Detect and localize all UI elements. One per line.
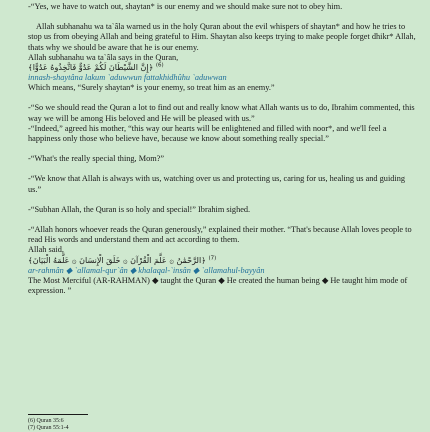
verse-2-number: (7)	[208, 255, 217, 261]
paragraph-8: -“Allah honors whoever reads the Quran generously,” explained their mother. “That's because Allah loves people to read His words and understand them and act according to them.	[28, 225, 412, 245]
footnotes	[28, 414, 88, 432]
verse-1-arabic	[28, 63, 420, 73]
verse-2-text: ﴿الرَّحْمَٰنُ ۞ عَلَّمَ الْقُرْآنَ ۞ خَلَقَ الْإِنسَانَ ۞ عَلَّمَهُ الْبَيَانَ﴾	[28, 255, 206, 265]
paragraph-2: Allah subhanahu wa ta`âla warned us in the holy Quran about the evil whispers of shaytan* and how he tries to stop us from obeying Allah and being grateful to Him. Shaytan also keeps trying to make people forget dhikr* Allah, thats why we should be aware that he is our enemy.	[28, 22, 416, 52]
verse-2-meaning: The Most Merciful (AR-RAHMAN) ◆ taught the Quran ◆ He created the human being ◆ He taught him mode of expression. ”	[28, 275, 408, 296]
paragraph-7: -“Subhan Allah, the Quran is so holy and special!” Ibrahim sighed.	[28, 204, 251, 214]
paragraph-6: -“We know that Allah is always with us, watching over us and protecting us, caring for us, healing us and guiding us.”	[28, 174, 405, 194]
verse-1-number: (6)	[155, 62, 164, 69]
footnote-divider	[28, 414, 88, 415]
footnote-1: (6) Quran 35:6	[28, 418, 64, 424]
paragraph-4: -“Indeed,” agreed his mother, “this way our hearts will be enlightened and filled with noor*, and we'll feel a happiness only those who believe have, because we know about something really special.”	[28, 123, 387, 144]
verse-1-transliteration: innash-shaytâna lakum `aduwwun fattakhidhûhu `aduwwan	[28, 73, 227, 83]
verse-2-transliteration: ar-rahmân ◆ `allamal-qur`ân ◆ khalaqal-`insân ◆ `allamahul-bayyân	[28, 265, 265, 275]
paragraph-5: -“What's the really special thing, Mom?”	[28, 154, 165, 164]
paragraph-1: -“Yes, we have to watch out, shaytan* is our enemy and we should make sure not to obey him.	[28, 2, 343, 11]
verse-2-arabic	[28, 256, 420, 266]
paragraph-2b: Allah subhanahu wa ta`âla says in the Quran,	[28, 52, 179, 62]
verse-1-text: ﴿إِنَّ الشَّيْطَانَ لَكُمْ عَدُوٌّ فَاتَّخِذُوهُ عَدُوًّا﴾	[28, 63, 154, 73]
footnote-2: (7) Quran 55:1-4	[28, 425, 69, 431]
paragraph-8b: Allah said,	[28, 245, 64, 255]
verse-1-meaning: Which means, “Surely shaytan* is your enemy, so treat him as an enemy.”	[28, 83, 275, 93]
paragraph-3: -“So we should read the Quran a lot to find out and really know what Allah wants us to do, Ibrahim commented, this way we will be among His beloved and He will be pleased with us.”	[28, 103, 415, 123]
